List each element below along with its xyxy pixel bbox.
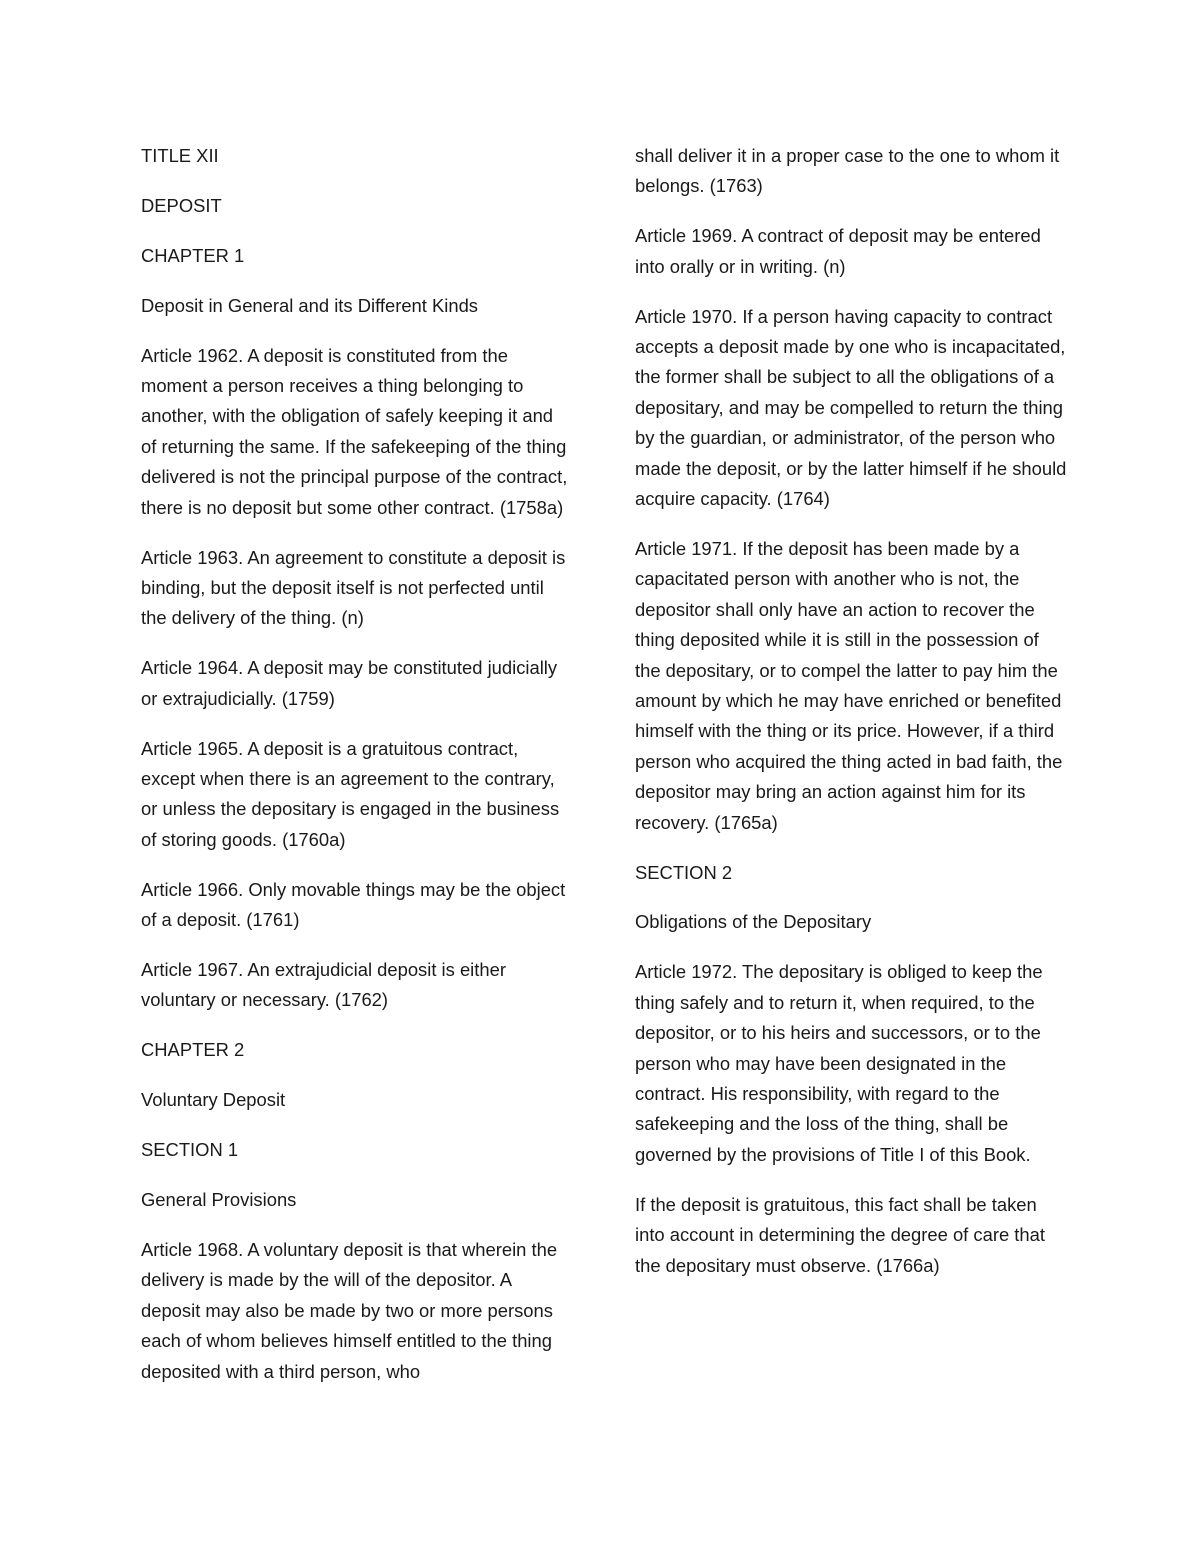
chapter-1-heading: CHAPTER 1 (141, 244, 245, 266)
chapter-2-name: Voluntary Deposit (141, 1089, 286, 1111)
chapter-2-heading: CHAPTER 2 (141, 1039, 245, 1061)
article-1962: Article 1962. A deposit is constituted from the moment a person receives a thing belonging to another, with the obligation of safely keeping it and of returning the same. If the safekeeping of the thing delivered is not the principal purpose of the contract, there is no deposit but some other contract. (1758a) (141, 344, 568, 518)
article-1968-continued: shall deliver it in a proper case to the one to whom it belongs. (1763) (635, 145, 1060, 197)
section-1-heading: SECTION 1 (141, 1139, 239, 1161)
right-column (635, 141, 1067, 1300)
article-1972-paragraph-2: If the deposit is gratuitous, this fact shall be taken into account in determining the degree of care that the depositary must observe. (1766a) (635, 1193, 1045, 1276)
article-1970: Article 1970. If a person having capacity to contract accepts a deposit made by one who is incapacitated, the former shall be subject to all the obligations of a depositary, and may be compelled to return the thing by the guardian, or administrator, of the person who made the deposit, or by the latter himself if he should acquire capacity. (1764) (635, 305, 1067, 510)
article-1972: Article 1972. The depositary is obliged to keep the thing safely and to return it, when required, to the depositor, or to his heirs and successors, or to the person who may have been designated in the contract. His responsibility, with regard to the safekeeping and the loss of the thing, shall be governed by the provisions of Title I of this Book. (635, 961, 1043, 1165)
section-2-heading: SECTION 2 (635, 861, 733, 883)
section-2-name: Obligations of the Depositary (635, 911, 872, 933)
title-heading: TITLE XII (141, 145, 219, 166)
article-1969: Article 1969. A contract of deposit may be entered into orally or in writing. (n) (635, 225, 1041, 277)
article-1964: Article 1964. A deposit may be constituted judicially or extrajudicially. (1759) (141, 657, 558, 709)
article-1966: Article 1966. Only movable things may be the object of a deposit. (1761) (141, 878, 566, 931)
section-1-name: General Provisions (141, 1189, 297, 1211)
title-name: DEPOSIT (141, 194, 222, 216)
article-1963: Article 1963. An agreement to constitute a deposit is binding, but the deposit itself is not perfected until the delivery of the thing. (n) (141, 546, 566, 629)
article-1968: Article 1968. A voluntary deposit is that wherein the delivery is made by the will of the depositor. A deposit may also be made by two or more persons each of whom believes himself entitled to the thing deposited with a third person, who (141, 1238, 558, 1382)
article-1965: Article 1965. A deposit is a gratuitous contract, except when there is an agreement to the contrary, or unless the depositary is engaged in the business of storing goods. (1760a) (141, 737, 560, 850)
article-1967: Article 1967. An extrajudicial deposit is either voluntary or necessary. (1762) (141, 959, 506, 1011)
left-column (141, 141, 573, 1407)
chapter-1-name: Deposit in General and its Different Kinds (141, 294, 479, 316)
article-1971: Article 1971. If the deposit has been made by a capacitated person with another who is not, the depositor shall only have an action to recover the thing deposited while it is still in the possession of the depositary, or to compel the latter to pay him the amount by which he may have enriched or benefited himself with the thing or its price. However, if a third person who acquired the thing acted in bad faith, the depositor may bring an action against him for its recovery. (1765a) (635, 537, 1063, 833)
